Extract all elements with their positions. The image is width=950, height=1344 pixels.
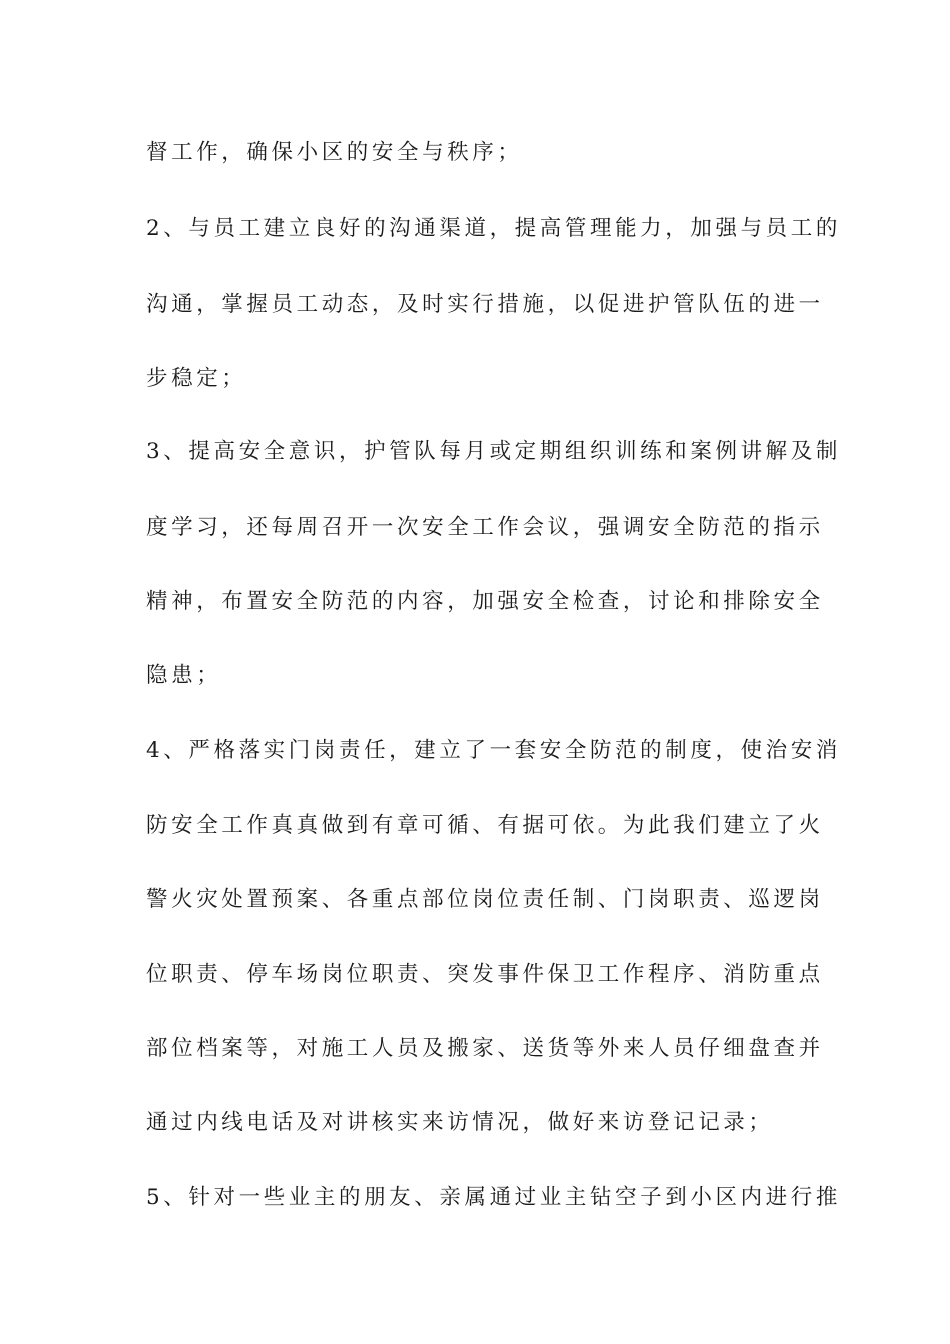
- text-line: 通过内线电话及对讲核实来访情况，做好来访登记记录；: [146, 1110, 774, 1135]
- text-line: 5、针对一些业主的朋友、亲属通过业主钻空子到小区内进行推: [146, 1185, 841, 1210]
- text-line: 4、严格落实门岗责任，建立了一套安全防范的制度，使治安消: [146, 738, 841, 763]
- text-line: 3、提高安全意识，护管队每月或定期组织训练和案例讲解及制: [146, 439, 841, 464]
- text-line: 精神，布置安全防范的内容，加强安全检查，讨论和排除安全: [146, 589, 824, 614]
- text-line: 部位档案等，对施工人员及搬家、送货等外来人员仔细盘查并: [146, 1036, 824, 1061]
- text-line: 2、与员工建立良好的沟通渠道，提高管理能力，加强与员工的: [146, 216, 841, 241]
- text-line: 警火灾处置预案、各重点部位岗位责任制、门岗职责、巡逻岗: [146, 887, 824, 912]
- text-line: 隐患；: [146, 663, 222, 688]
- text-line: 步稳定；: [146, 366, 247, 391]
- text-line: 督工作，确保小区的安全与秩序；: [146, 140, 523, 165]
- text-line: 防安全工作真真做到有章可循、有据可依。为此我们建立了火: [146, 813, 824, 838]
- text-line: 位职责、停车场岗位职责、突发事件保卫工作程序、消防重点: [146, 962, 824, 987]
- text-line: 沟通，掌握员工动态，及时实行措施，以促进护管队伍的进一: [146, 292, 824, 317]
- text-line: 度学习，还每周召开一次安全工作会议，强调安全防范的指示: [146, 515, 824, 540]
